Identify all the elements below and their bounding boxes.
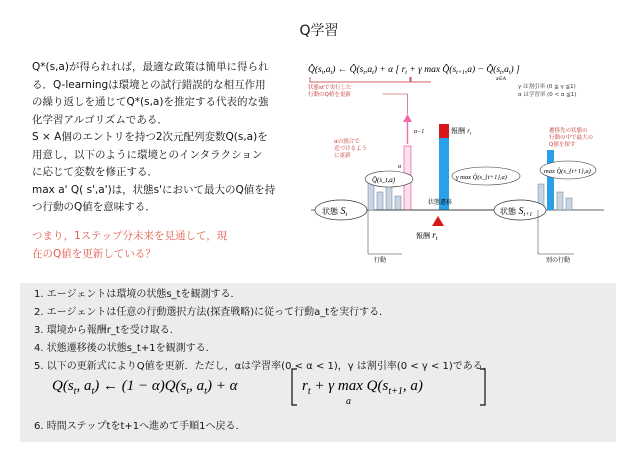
label-alpha: α は学習率 (0 < α ≦1) [518,92,577,98]
intro-para-3: max a' Q( s',a')は，状態s'において最大のQ値を持 つ行動のQ値を意味する． [32,183,276,213]
label-state-t1: 状態 $S_{t+1}$ [500,206,533,218]
label-gamma-max: γ max Q̂(s_{t+1},a) [456,174,507,181]
label-alpha-ratio-2: 近づけるよう [334,146,368,152]
bracket-left [310,77,410,82]
step-4: 4. 状態遷移後の状態s_t+1を観測する． [34,343,216,354]
formula-inner: $r_t + \gamma$ $\max Q(s_{t+1}$, a) [302,378,423,397]
diagram-update-formula: $Q̂(s_t,a_t)$ ← $Q̂(s_t,a_t) + \alpha$ [ $r_t + \gamma$ $\max Q̂(s_{t+1},a)$ − $Q̂(s_t,a_t)$ ] [308,65,520,76]
label-next-state-2: 行動の中で最大の [549,135,594,141]
formula-bracket-left [292,369,297,405]
step-3: 3. 環境から報酬r_tを受け取る． [34,325,180,336]
update-link-line [383,94,408,114]
formula-max-sub: a∈A [496,77,507,82]
bracket-mid [411,77,431,82]
label-transition: 状態遷移 [428,199,453,206]
label-alpha-ratio-3: に更新 [334,153,351,159]
summary-text: つまり，1ステップ分未来を見通して，現 在のQ値を更新している？ [32,230,228,260]
formula-bracket-right [480,369,485,405]
reward-triangle [432,216,444,226]
update-formula [48,366,498,408]
step-2: 2. エージェントは任意の行動選択方法(探査戦略)に従って行動a_tを実行する． [34,307,390,318]
step-6: 6. 時間ステップtをt+1へ進めて手順1へ戻る． [34,421,246,432]
reward-bar [439,124,449,138]
next-action-bar-2 [557,192,563,210]
intro-text [32,59,300,217]
label-max-q: max Q̂(s_{t+1},a) [544,168,591,175]
action-bar-2 [377,192,383,210]
label-state-t: 状態 $S_t$ [322,206,348,218]
label-next-state-3: Q値を探す [549,142,576,148]
label-update-action-q-2: 行動のQ値を更新 [308,92,351,98]
label-alpha-top: α−1 [414,129,425,135]
next-action-bar-3 [566,198,572,210]
intro-para-2: S × A個のエントリを持つ2次元配列変数Q(s,a)を 用意し，以下のように環境とのインタラクション に応じて変数を修正する． [32,131,268,178]
label-reward-bar: 報酬 $r_t$ [451,127,472,137]
label-alpha-side: α [398,164,402,170]
action-bar-3 [386,184,392,210]
label-q-st: Q̂(s_t,a) [372,176,396,184]
formula-lhs: $Q(s_t$, $a_t$) ← $(1 - \alpha)Q(s_t$, $a_t) + \alpha$ [52,378,238,397]
formula-max-sub-a: a [346,396,351,407]
label-alpha-ratio-1: αの割合で [334,139,360,145]
page-title: Q学習 [299,23,339,39]
label-gamma: γ は割引率 (0 ≦ γ ≦1) [518,84,576,90]
label-action: 行動 [374,257,387,263]
step-5: 5. 以下の更新式によりQ値を更新．ただし，αは学習率(0 < α < 1)，γ は割引率(0 < γ < 1)である． [34,361,493,372]
update-arrow-head [403,114,412,122]
intro-para-1: Q*(s,a)が得られれば，最適な政策は簡単に得られ る．Q-learningは環境との試行錯誤的な相互作用 の繰り返しを通じてQ*(s,a)を推定する代表的な強 化学習アルゴリズムである． [32,61,269,126]
label-next-state-1: 遷移先の状態の [549,128,588,134]
label-update-action-q-1: 状態stで実行した [308,85,352,91]
label-other-action: 別の行動 [546,257,571,263]
step-1: 1. エージェントは環境の状態s_tを観測する． [34,289,241,300]
algorithm-steps [20,283,616,442]
action-bar-4 [395,196,401,210]
q-learning-diagram [306,58,606,263]
label-reward: 報酬 $r_t$ [416,230,438,242]
next-max-bar [547,150,554,210]
